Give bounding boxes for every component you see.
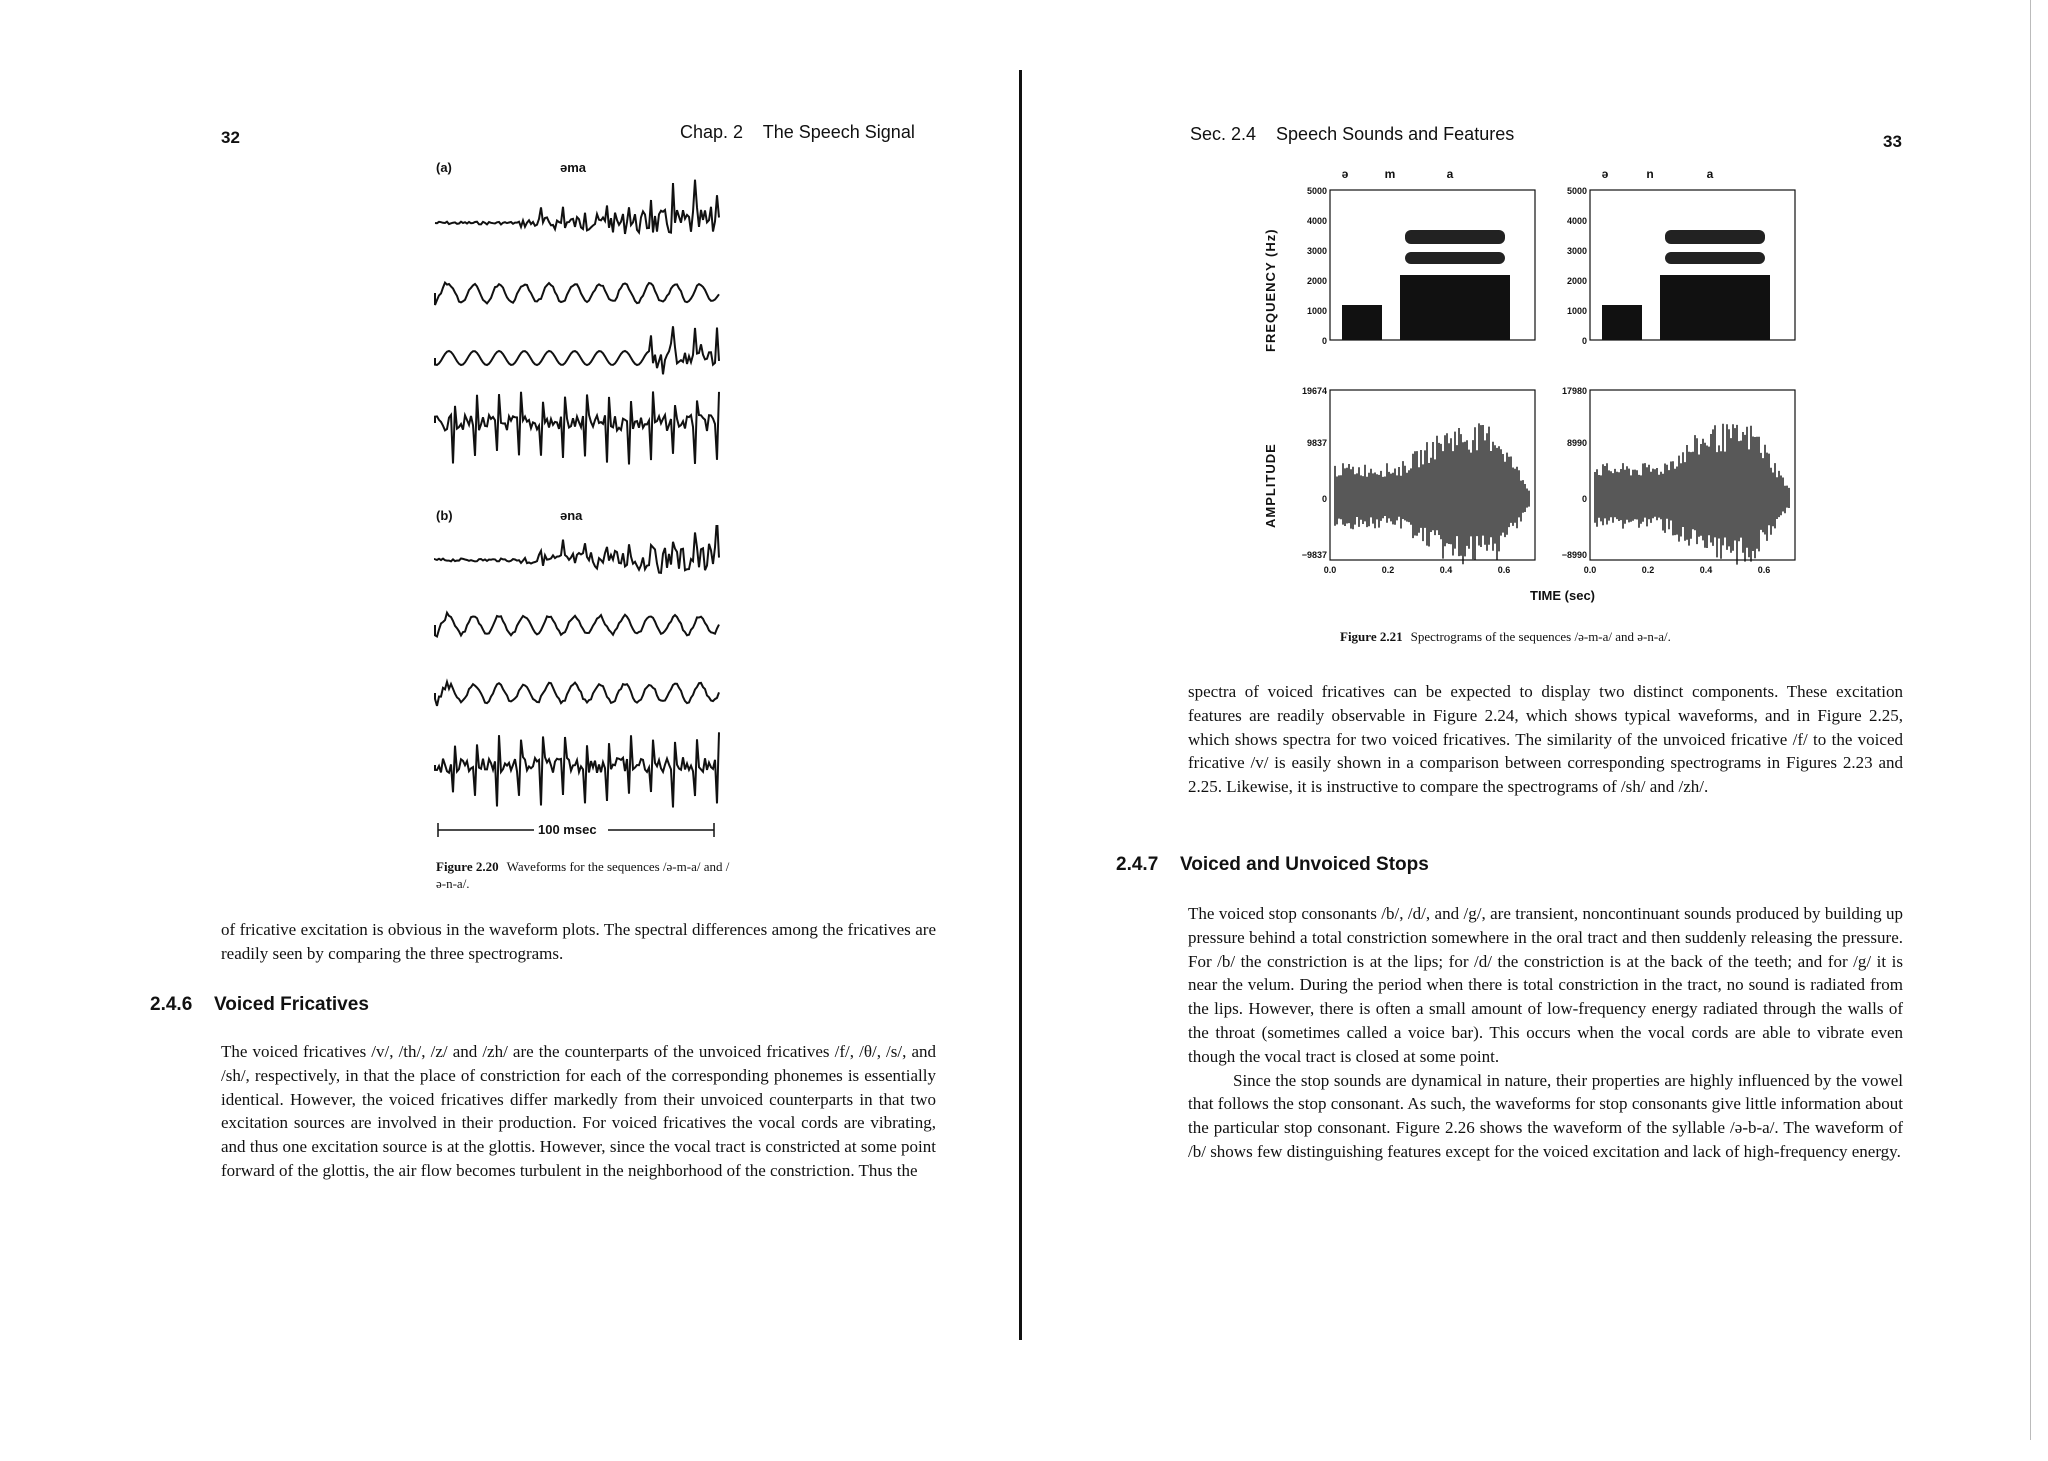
- time-scale-label: 100 msec: [538, 822, 597, 837]
- figure-2-21-caption-text: Spectrograms of the sequences /ə-m-a/ and ə-n-a/.: [1410, 629, 1671, 644]
- right-page-number: 33: [1883, 132, 1902, 151]
- waveform-a-row-1: [435, 180, 719, 234]
- left-spectrogram-voice-bar: [1342, 305, 1382, 340]
- section-2-4-7-title: Voiced and Unvoiced Stops: [1180, 854, 1429, 875]
- left-spectrogram-formant-mid: [1405, 252, 1505, 264]
- left-time-tick-3: 0.6: [1497, 565, 1511, 575]
- section-2-4-6-title: Voiced Fricatives: [214, 994, 369, 1015]
- time-axis-label: TIME (sec): [1530, 588, 1596, 603]
- section-2-4-7-number: 2.4.7: [1116, 854, 1159, 875]
- right-time-tick-1: 0.2: [1641, 565, 1655, 575]
- left-freq-tick-5: 0: [1321, 336, 1327, 346]
- right-spectrogram-formant-mid: [1665, 252, 1765, 264]
- page-gutter-divider: [1019, 70, 1022, 1340]
- left-time-tick-0: 0.0: [1323, 565, 1337, 575]
- figure-2-20-caption-label: Figure 2.20: [436, 859, 499, 874]
- right-spectrogram-vowel-energy: [1660, 275, 1770, 340]
- left-spectrogram-vowel-energy: [1400, 275, 1510, 340]
- right-running-header: Sec. 2.4 Speech Sounds and Features: [1190, 124, 1515, 144]
- section-2-4-6-paragraph: The voiced fricatives /v/, /th/, /z/ and /zh/ are the counterparts of the unvoiced fricatives /f/, /θ/, /s/, and /sh/, respectively, in that the place of constriction for each of the corresponding phonemes is essentially identical. However, the voiced fricatives differ markedly from their unvoiced counterparts in that two excitation sources are involved in their production. For voiced fricatives the vocal cords are vibrating, and thus one excitation source is at the glottis. However, since the vocal tract is constricted at some point forward of the glottis, the air flow becomes turbulent in the neighborhood of the constriction. Thus the: [221, 1042, 936, 1180]
- waveform-figure-a: [430, 178, 730, 488]
- right-amp-tick-2: 0: [1581, 494, 1587, 504]
- right-amp-tick-0: 17980: [1561, 386, 1587, 396]
- figure-2-21-caption: [1340, 628, 1840, 645]
- left-amp-tick-2: 0: [1321, 494, 1327, 504]
- waveform-a-row-4: [435, 392, 719, 465]
- right-time-tick-2: 0.4: [1699, 565, 1713, 575]
- left-phone-2: a: [1446, 167, 1454, 181]
- section-2-4-6-body: [221, 1040, 936, 1183]
- right-amplitude-waveform: [1595, 424, 1789, 565]
- panel-b-sequence: əna: [560, 508, 583, 523]
- left-phone-0: ə: [1341, 167, 1349, 181]
- right-spectrogram-voice-bar: [1602, 305, 1642, 340]
- left-amp-tick-1: 9837: [1306, 438, 1327, 448]
- figure-2-21-caption-label: Figure 2.21: [1340, 629, 1403, 644]
- left-time-tick-2: 0.4: [1439, 565, 1453, 575]
- right-phone-2: a: [1706, 167, 1714, 181]
- right-amp-tick-3: −8990: [1561, 550, 1587, 560]
- page-edge-line: [2030, 0, 2031, 1440]
- right-freq-tick-1: 4000: [1566, 216, 1587, 226]
- right-freq-tick-4: 1000: [1566, 306, 1587, 316]
- right-time-tick-3: 0.6: [1757, 565, 1771, 575]
- waveform-figure-b: [430, 525, 730, 825]
- section-2-4-7-body: [1188, 902, 1903, 1164]
- right-freq-tick-0: 5000: [1566, 186, 1587, 196]
- left-page-number: 32: [221, 128, 240, 147]
- left-amp-tick-0: 19674: [1301, 386, 1327, 396]
- amplitude-axis-label: AMPLITUDE: [1263, 443, 1278, 528]
- waveform-b-row-2: [435, 613, 719, 637]
- waveform-b-row-1: [435, 525, 719, 573]
- left-freq-tick-2: 3000: [1306, 246, 1327, 256]
- left-freq-tick-1: 4000: [1306, 216, 1327, 226]
- right-phone-0: ə: [1601, 167, 1609, 181]
- right-freq-tick-2: 3000: [1566, 246, 1587, 256]
- left-freq-tick-4: 1000: [1306, 306, 1327, 316]
- left-amplitude-waveform: [1335, 423, 1529, 564]
- panel-a-label: (a): [436, 160, 452, 175]
- right-spectrogram-formant-high: [1665, 230, 1765, 244]
- right-paragraph-1: [1188, 680, 1903, 799]
- figure-2-20-caption-text: Waveforms for the sequences /ə-m-a/ and /ə-n-a/.: [436, 859, 730, 891]
- section-2-4-7-heading: [1116, 854, 1429, 876]
- left-phone-1: m: [1384, 167, 1396, 181]
- left-running-header: Chap. 2 The Speech Signal: [680, 122, 915, 142]
- spectrogram-figure: [1280, 160, 1840, 585]
- section-2-4-6-heading: [150, 994, 369, 1016]
- right-time-tick-0: 0.0: [1583, 565, 1597, 575]
- left-amp-tick-3: −9837: [1301, 550, 1327, 560]
- section-2-4-6-number: 2.4.6: [150, 994, 193, 1015]
- waveform-b-row-4: [435, 732, 719, 807]
- left-spectrogram-formant-high: [1405, 230, 1505, 244]
- panel-b-label: (b): [436, 508, 453, 523]
- left-freq-tick-0: 5000: [1306, 186, 1327, 196]
- waveform-a-row-2: [435, 283, 719, 305]
- right-freq-tick-5: 0: [1581, 336, 1587, 346]
- right-amp-tick-1: 8990: [1566, 438, 1587, 448]
- section-2-4-7-paragraph-1: The voiced stop consonants /b/, /d/, and /g/, are transient, noncontinuant sounds produced by building up pressure behind a total constriction somewhere in the oral tract and then suddenly releasing the pressure. For /b/ the constriction is at the lips; for /d/ the constriction is at the back of the teeth; and for /g/ it is near the velum. During the period when there is total constriction in the tract, no sound is radiated from the lips. However, there is often a small amount of low-frequency energy radiated through the walls of the throat (sometimes called a voice bar). This occurs when the vocal cords are able to vibrate even though the vocal tract is closed at some point.: [1188, 904, 1903, 1066]
- left-freq-tick-3: 2000: [1306, 276, 1327, 286]
- panel-a-sequence: əma: [560, 160, 587, 175]
- right-freq-tick-3: 2000: [1566, 276, 1587, 286]
- waveform-a-row-3: [435, 326, 719, 374]
- left-intro-text: of fricative excitation is obvious in the waveform plots. The spectral differences among the fricatives are readily seen by comparing the three spectrograms.: [221, 920, 936, 963]
- figure-2-20-caption: [436, 858, 736, 892]
- right-paragraph-1-text: spectra of voiced fricatives can be expected to display two distinct components. These excitation features are readily observable in Figure 2.24, which shows typical waveforms, and in Figure 2.25, which shows spectra for two voiced fricatives. The similarity of the unvoiced fricative /f/ to the voiced fricative /v/ is easily shown in a comparison between corresponding spectrograms in Figures 2.23 and 2.25. Likewise, it is instructive to compare the spectrograms of /sh/ and /zh/.: [1188, 682, 1903, 797]
- right-phone-1: n: [1646, 167, 1654, 181]
- section-2-4-7-paragraph-2: Since the stop sounds are dynamical in nature, their properties are highly influenced by the vowel that follows the stop consonant. As such, the waveforms for stop consonants give little information about the particular stop consonant. Figure 2.26 shows the waveform of the syllable /ə-b-a/. The waveform of /b/ shows few distinguishing features except for the voiced excitation and lack of high-frequency energy.: [1188, 1070, 1903, 1161]
- waveform-b-row-3: [435, 682, 719, 706]
- frequency-axis-label: FREQUENCY (Hz): [1263, 228, 1278, 352]
- left-time-tick-1: 0.2: [1381, 565, 1395, 575]
- left-intro-paragraph: [221, 918, 936, 966]
